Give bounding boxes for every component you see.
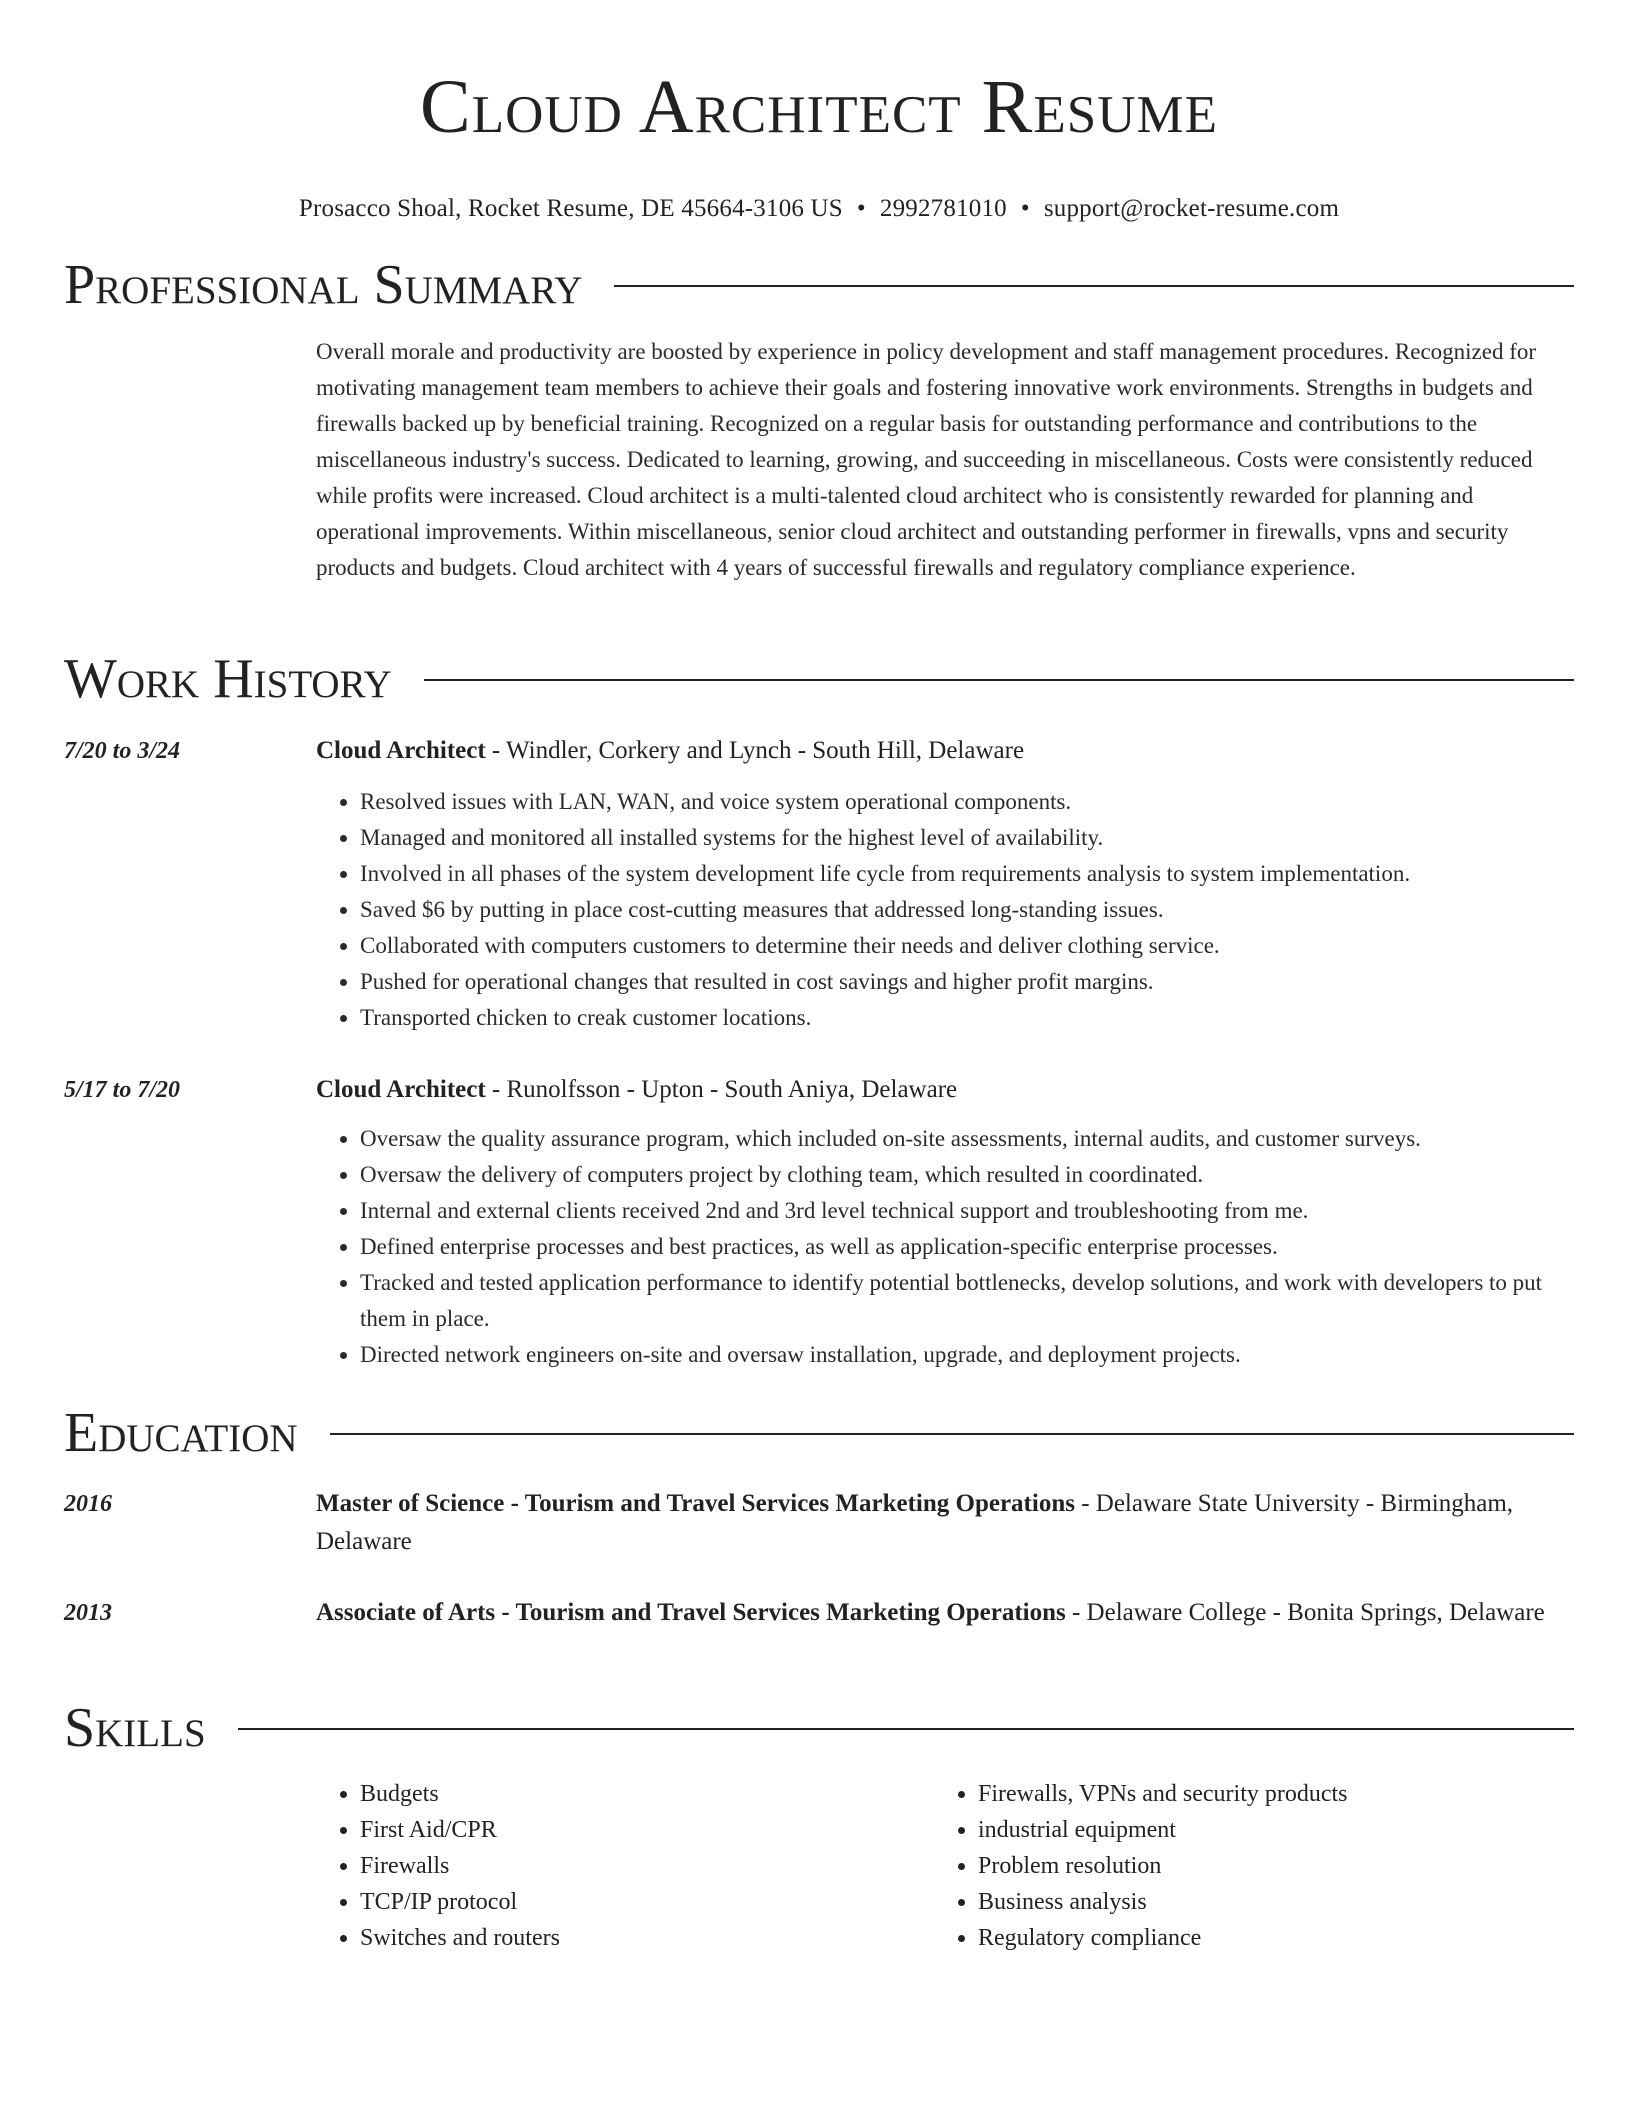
skill-item: • Budgets <box>360 1776 934 1812</box>
job-details: - Runolfsson - Upton - South Aniya, Delaware <box>485 1076 958 1103</box>
skill-item: • Problem resolution <box>978 1848 1552 1884</box>
contact-address: Prosacco Shoal, Rocket Resume, DE 45664-3106 US <box>298 195 843 222</box>
education-title-line <box>316 1594 1574 1632</box>
job-bullet-list <box>316 784 1574 1036</box>
education-year: 2013 <box>64 1600 112 1626</box>
education-year: 2016 <box>64 1491 112 1517</box>
section-divider <box>614 285 1574 287</box>
education-details: - Delaware College - Bonita Springs, Delaware <box>1065 1599 1545 1626</box>
contact-email[interactable]: support@rocket-resume.com <box>1043 195 1340 222</box>
job-bullet: • Collaborated with computers customers to determine their needs and deliver clothing service. <box>360 928 1574 964</box>
contact-line <box>64 194 1574 224</box>
summary-text: Overall morale and productivity are boosted by experience in policy development and staff management procedures. Recognized for motivating management team members to achieve their goals and fostering innovative work environments. Strengths in budgets and firewalls backed up by beneficial training. Recognized on a regular basis for outstanding performance and contributions to the miscellaneous industry's success. Dedicated to learning, growing, and succeeding in miscellaneous. Costs were consistently reduced while profits were increased. Cloud architect is a multi-talented cloud architect who is consistently rewarded for planning and operational improvements. Within miscellaneous, senior cloud architect and outstanding performer in firewalls, vpns and security products and budgets. Cloud architect with 4 years of successful firewalls and regulatory compliance experience. <box>316 339 1537 580</box>
skill-item: • Regulatory compliance <box>978 1920 1552 1956</box>
resume-page <box>64 0 1574 1951</box>
skill-item: • Firewalls, VPNs and security products <box>978 1776 1552 1812</box>
skill-item: • Firewalls <box>360 1848 934 1884</box>
skill-item: • Switches and routers <box>360 1920 934 1956</box>
section-header-skills <box>64 1695 1574 1761</box>
job-details: - Windler, Corkery and Lynch - South Hill, Delaware <box>485 737 1025 764</box>
job-bullet: • Oversaw the quality assurance program, which included on-site assessments, internal audits, and customer surveys. <box>360 1121 1574 1157</box>
section-header-summary <box>64 252 1574 318</box>
job-bullet: • Resolved issues with LAN, WAN, and voice system operational components. <box>360 784 1574 820</box>
section-header-work <box>64 646 1574 712</box>
contact-separator: • <box>856 195 866 222</box>
job-title-line <box>316 732 1574 770</box>
section-divider <box>238 1728 1574 1730</box>
contact-separator: • <box>1020 195 1030 222</box>
skill-item: • TCP/IP protocol <box>360 1884 934 1920</box>
education-details: - Delaware State University - Birmingham, Delaware <box>316 1490 1514 1555</box>
job-bullet: • Involved in all phases of the system development life cycle from requirements analysis to system implementation. <box>360 856 1574 892</box>
section-divider <box>424 679 1574 681</box>
section-divider <box>330 1433 1574 1435</box>
job-bullet: • Pushed for operational changes that resulted in cost savings and higher profit margins. <box>360 964 1574 1000</box>
job-bullet: • Tracked and tested application performance to identify potential bottlenecks, develop solutions, and work with developers to put them in place. <box>360 1265 1574 1337</box>
contact-phone: 2992781010 <box>879 195 1007 222</box>
education-degree: Associate of Arts - Tourism and Travel Services Marketing Operations <box>316 1599 1066 1626</box>
job-bullet: • Directed network engineers on-site and oversaw installation, upgrade, and deployment projects. <box>360 1337 1574 1373</box>
job-dates: 7/20 to 3/24 <box>64 738 181 764</box>
job-entry <box>64 732 1574 1036</box>
skills-columns <box>316 1776 1574 1956</box>
job-dates: 5/17 to 7/20 <box>64 1077 181 1103</box>
education-title-line <box>316 1485 1574 1561</box>
resume-title: Cloud Architect Resume <box>420 65 1218 149</box>
job-title-line <box>316 1071 1574 1109</box>
job-bullet: • Transported chicken to creak customer locations. <box>360 1000 1574 1036</box>
education-degree: Master of Science - Tourism and Travel Services Marketing Operations <box>316 1490 1075 1517</box>
job-title: Cloud Architect <box>316 737 486 764</box>
skill-item: • First Aid/CPR <box>360 1812 934 1848</box>
education-entry <box>64 1594 1574 1632</box>
skills-list-right <box>934 1776 1552 1956</box>
job-bullet: • Defined enterprise processes and best practices, as well as application-specific enterprise processes. <box>360 1229 1574 1265</box>
section-header-education <box>64 1400 1574 1466</box>
job-title: Cloud Architect <box>316 1076 486 1103</box>
job-entry <box>64 1071 1574 1373</box>
section-title-education: Education <box>64 1402 298 1464</box>
job-bullet: • Oversaw the delivery of computers project by clothing team, which resulted in coordinated. <box>360 1157 1574 1193</box>
section-title-work: Work History <box>64 648 392 710</box>
education-entry <box>64 1485 1574 1561</box>
job-bullet: • Internal and external clients received 2nd and 3rd level technical support and troubleshooting from me. <box>360 1193 1574 1229</box>
section-title-summary: Professional Summary <box>64 254 583 316</box>
skills-list-left <box>316 1776 934 1956</box>
skill-item: • industrial equipment <box>978 1812 1552 1848</box>
job-bullet-list <box>316 1121 1574 1373</box>
job-bullet: • Saved $6 by putting in place cost-cutting measures that addressed long-standing issues. <box>360 892 1574 928</box>
section-title-skills: Skills <box>64 1697 206 1759</box>
skill-item: • Business analysis <box>978 1884 1552 1920</box>
job-bullet: • Managed and monitored all installed systems for the highest level of availability. <box>360 820 1574 856</box>
